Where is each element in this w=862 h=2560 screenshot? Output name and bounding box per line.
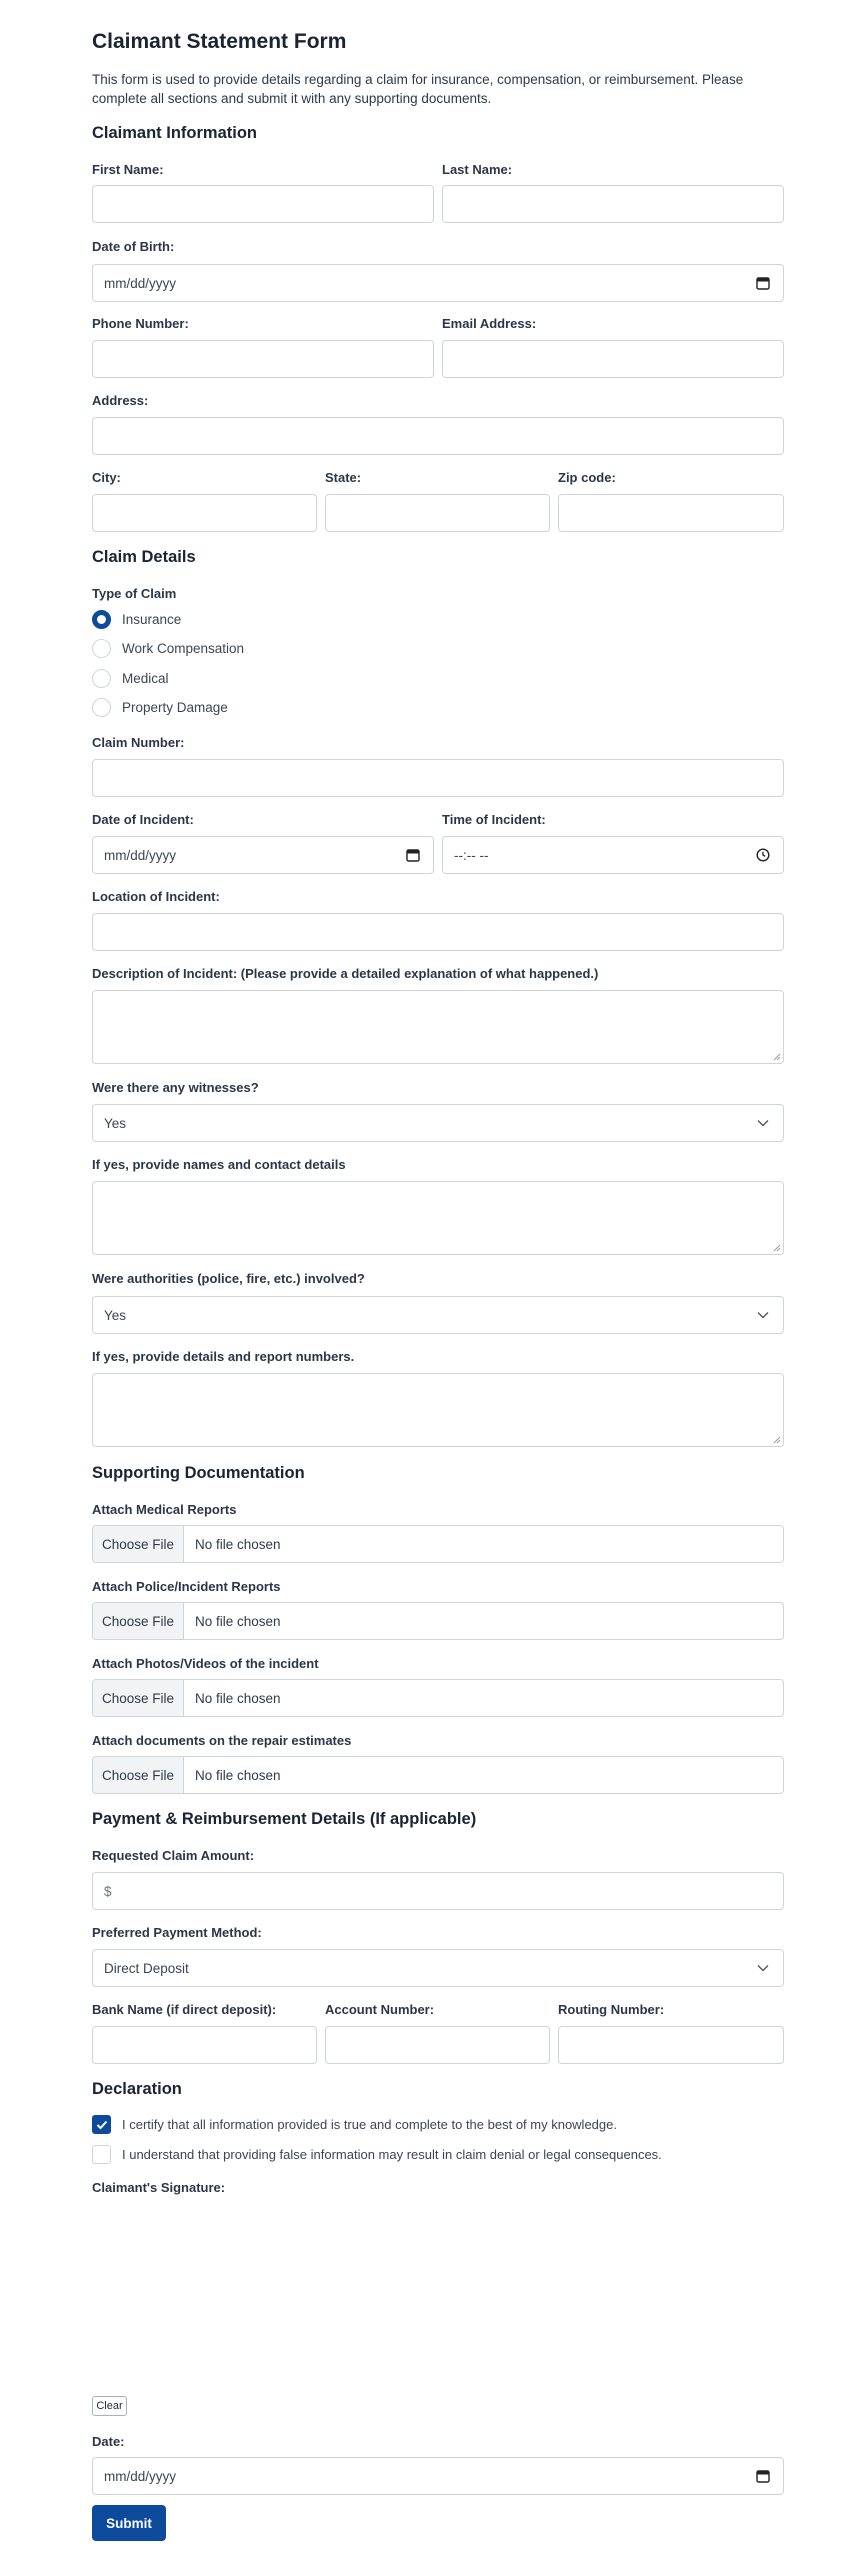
bank-name-label: Bank Name (if direct deposit): bbox=[92, 2002, 277, 2017]
page-title: Claimant Statement Form bbox=[92, 30, 347, 53]
claim-type-label: Type of Claim bbox=[92, 586, 177, 601]
payment-method-select[interactable] bbox=[92, 1949, 784, 1987]
choose-file-button[interactable]: Choose File bbox=[93, 1680, 184, 1716]
claim-number-input[interactable] bbox=[92, 759, 784, 797]
city-label: City: bbox=[92, 470, 121, 485]
resize-grip-icon[interactable] bbox=[773, 1436, 781, 1444]
payment-method-label: Preferred Payment Method: bbox=[92, 1925, 262, 1940]
first-name-label: First Name: bbox=[92, 162, 164, 177]
understand-checkbox[interactable] bbox=[92, 2145, 111, 2164]
claim-number-label: Claim Number: bbox=[92, 735, 185, 750]
radio-property-damage-label: Property Damage bbox=[122, 700, 228, 715]
email-label: Email Address: bbox=[442, 316, 537, 331]
radio-insurance[interactable] bbox=[92, 610, 181, 629]
section-payment: Payment & Reimbursement Details (If applicable) bbox=[92, 1810, 477, 1828]
understand-checkbox-row[interactable] bbox=[92, 2145, 662, 2164]
location-input[interactable] bbox=[92, 913, 784, 951]
authorities-details-textarea[interactable] bbox=[92, 1373, 784, 1447]
radio-medical-label: Medical bbox=[122, 671, 169, 686]
understand-label: I understand that providing false information may result in claim denial or legal consequences. bbox=[122, 2147, 662, 2162]
form-intro: This form is used to provide details regarding a claim for insurance, compensation, or reimbursement. Please complete all sections and submit it with any supporting documents. bbox=[92, 72, 744, 106]
address-input[interactable] bbox=[92, 417, 784, 455]
signature-pad[interactable] bbox=[92, 2202, 784, 2388]
payment-method-value: Direct Deposit bbox=[104, 1960, 189, 1976]
radio-insurance-label: Insurance bbox=[122, 612, 182, 627]
description-textarea[interactable] bbox=[92, 990, 784, 1064]
radio-medical-control[interactable] bbox=[92, 669, 111, 688]
radio-work-compensation[interactable] bbox=[92, 639, 244, 658]
attach-police-input[interactable] bbox=[92, 1602, 784, 1640]
phone-input[interactable] bbox=[92, 340, 434, 378]
chevron-down-icon bbox=[755, 1115, 771, 1131]
witnesses-select[interactable] bbox=[92, 1104, 784, 1142]
section-claim-details: Claim Details bbox=[92, 548, 196, 566]
radio-insurance-control[interactable] bbox=[92, 610, 111, 629]
account-number-label: Account Number: bbox=[325, 2002, 435, 2017]
certify-checkbox-row[interactable] bbox=[92, 2115, 617, 2134]
radio-work-compensation-label: Work Compensation bbox=[122, 641, 245, 656]
choose-file-button[interactable]: Choose File bbox=[93, 1526, 184, 1562]
clock-icon[interactable] bbox=[755, 847, 771, 863]
email-input[interactable] bbox=[442, 340, 784, 378]
chevron-down-icon bbox=[755, 1960, 771, 1976]
attach-repair-input[interactable] bbox=[92, 1756, 784, 1794]
date-incident-input[interactable] bbox=[92, 836, 434, 874]
state-label: State: bbox=[325, 470, 362, 485]
no-file-text: No file chosen bbox=[195, 1690, 281, 1706]
section-documentation: Supporting Documentation bbox=[92, 1464, 305, 1482]
routing-number-input[interactable] bbox=[558, 2026, 784, 2064]
account-number-input[interactable] bbox=[325, 2026, 550, 2064]
phone-label: Phone Number: bbox=[92, 316, 189, 331]
signature-label: Claimant's Signature: bbox=[92, 2180, 226, 2195]
no-file-text: No file chosen bbox=[195, 1613, 281, 1629]
description-label: Description of Incident: (Please provide a detailed explanation of what happened.) bbox=[92, 966, 599, 981]
radio-medical[interactable] bbox=[92, 669, 169, 688]
calendar-icon[interactable] bbox=[405, 847, 421, 863]
choose-file-button[interactable]: Choose File bbox=[93, 1603, 184, 1639]
routing-number-label: Routing Number: bbox=[558, 2002, 665, 2017]
last-name-label: Last Name: bbox=[442, 162, 513, 177]
attach-medical-input[interactable] bbox=[92, 1525, 784, 1563]
attach-police-label: Attach Police/Incident Reports bbox=[92, 1579, 281, 1594]
dob-placeholder: mm/dd/yyyy bbox=[104, 275, 177, 291]
city-input[interactable] bbox=[92, 494, 317, 532]
radio-property-damage-control[interactable] bbox=[92, 698, 111, 717]
amount-placeholder: $ bbox=[104, 1883, 112, 1899]
choose-file-button[interactable]: Choose File bbox=[93, 1757, 184, 1793]
attach-photos-label: Attach Photos/Videos of the incident bbox=[92, 1656, 319, 1671]
witnesses-value: Yes bbox=[104, 1115, 127, 1131]
first-name-input[interactable] bbox=[92, 185, 434, 223]
certify-checkbox[interactable] bbox=[92, 2115, 111, 2134]
date-incident-placeholder: mm/dd/yyyy bbox=[104, 847, 177, 863]
address-label: Address: bbox=[92, 393, 149, 408]
bank-name-input[interactable] bbox=[92, 2026, 317, 2064]
calendar-icon[interactable] bbox=[755, 275, 771, 291]
date-label: Date: bbox=[92, 2434, 125, 2449]
resize-grip-icon[interactable] bbox=[773, 1053, 781, 1061]
no-file-text: No file chosen bbox=[195, 1536, 281, 1552]
checkmark-icon bbox=[96, 2120, 108, 2130]
chevron-down-icon bbox=[755, 1307, 771, 1323]
amount-label: Requested Claim Amount: bbox=[92, 1848, 255, 1863]
state-input[interactable] bbox=[325, 494, 550, 532]
section-declaration: Declaration bbox=[92, 2080, 182, 2098]
authorities-value: Yes bbox=[104, 1307, 127, 1323]
declaration-date-input[interactable] bbox=[92, 2457, 784, 2495]
dob-input[interactable] bbox=[92, 264, 784, 302]
radio-property-damage[interactable] bbox=[92, 698, 228, 717]
certify-label: I certify that all information provided is true and complete to the best of my knowledge. bbox=[122, 2117, 617, 2132]
last-name-input[interactable] bbox=[442, 185, 784, 223]
witnesses-label: Were there any witnesses? bbox=[92, 1080, 259, 1095]
dob-label: Date of Birth: bbox=[92, 239, 175, 254]
location-label: Location of Incident: bbox=[92, 889, 220, 904]
time-incident-label: Time of Incident: bbox=[442, 812, 546, 827]
zip-input[interactable] bbox=[558, 494, 784, 532]
date-incident-label: Date of Incident: bbox=[92, 812, 194, 827]
amount-input[interactable] bbox=[92, 1872, 784, 1910]
resize-grip-icon[interactable] bbox=[773, 1244, 781, 1252]
witness-details-textarea[interactable] bbox=[92, 1181, 784, 1255]
radio-work-compensation-control[interactable] bbox=[92, 639, 111, 658]
authorities-details-label: If yes, provide details and report numbers. bbox=[92, 1349, 355, 1364]
authorities-select[interactable] bbox=[92, 1296, 784, 1334]
witness-details-label: If yes, provide names and contact details bbox=[92, 1157, 346, 1172]
no-file-text: No file chosen bbox=[195, 1767, 281, 1783]
declaration-date-placeholder: mm/dd/yyyy bbox=[104, 2468, 177, 2484]
zip-label: Zip code: bbox=[558, 470, 616, 485]
attach-photos-input[interactable] bbox=[92, 1679, 784, 1717]
clear-signature-button[interactable]: Clear bbox=[92, 2396, 127, 2416]
time-incident-placeholder: --:-- -- bbox=[454, 847, 489, 863]
authorities-label: Were authorities (police, fire, etc.) involved? bbox=[92, 1271, 365, 1286]
submit-button[interactable]: Submit bbox=[92, 2505, 166, 2541]
attach-repair-label: Attach documents on the repair estimates bbox=[92, 1733, 352, 1748]
calendar-icon[interactable] bbox=[755, 2468, 771, 2484]
attach-medical-label: Attach Medical Reports bbox=[92, 1502, 237, 1517]
section-claimant-info: Claimant Information bbox=[92, 124, 258, 142]
time-incident-input[interactable] bbox=[442, 836, 784, 874]
